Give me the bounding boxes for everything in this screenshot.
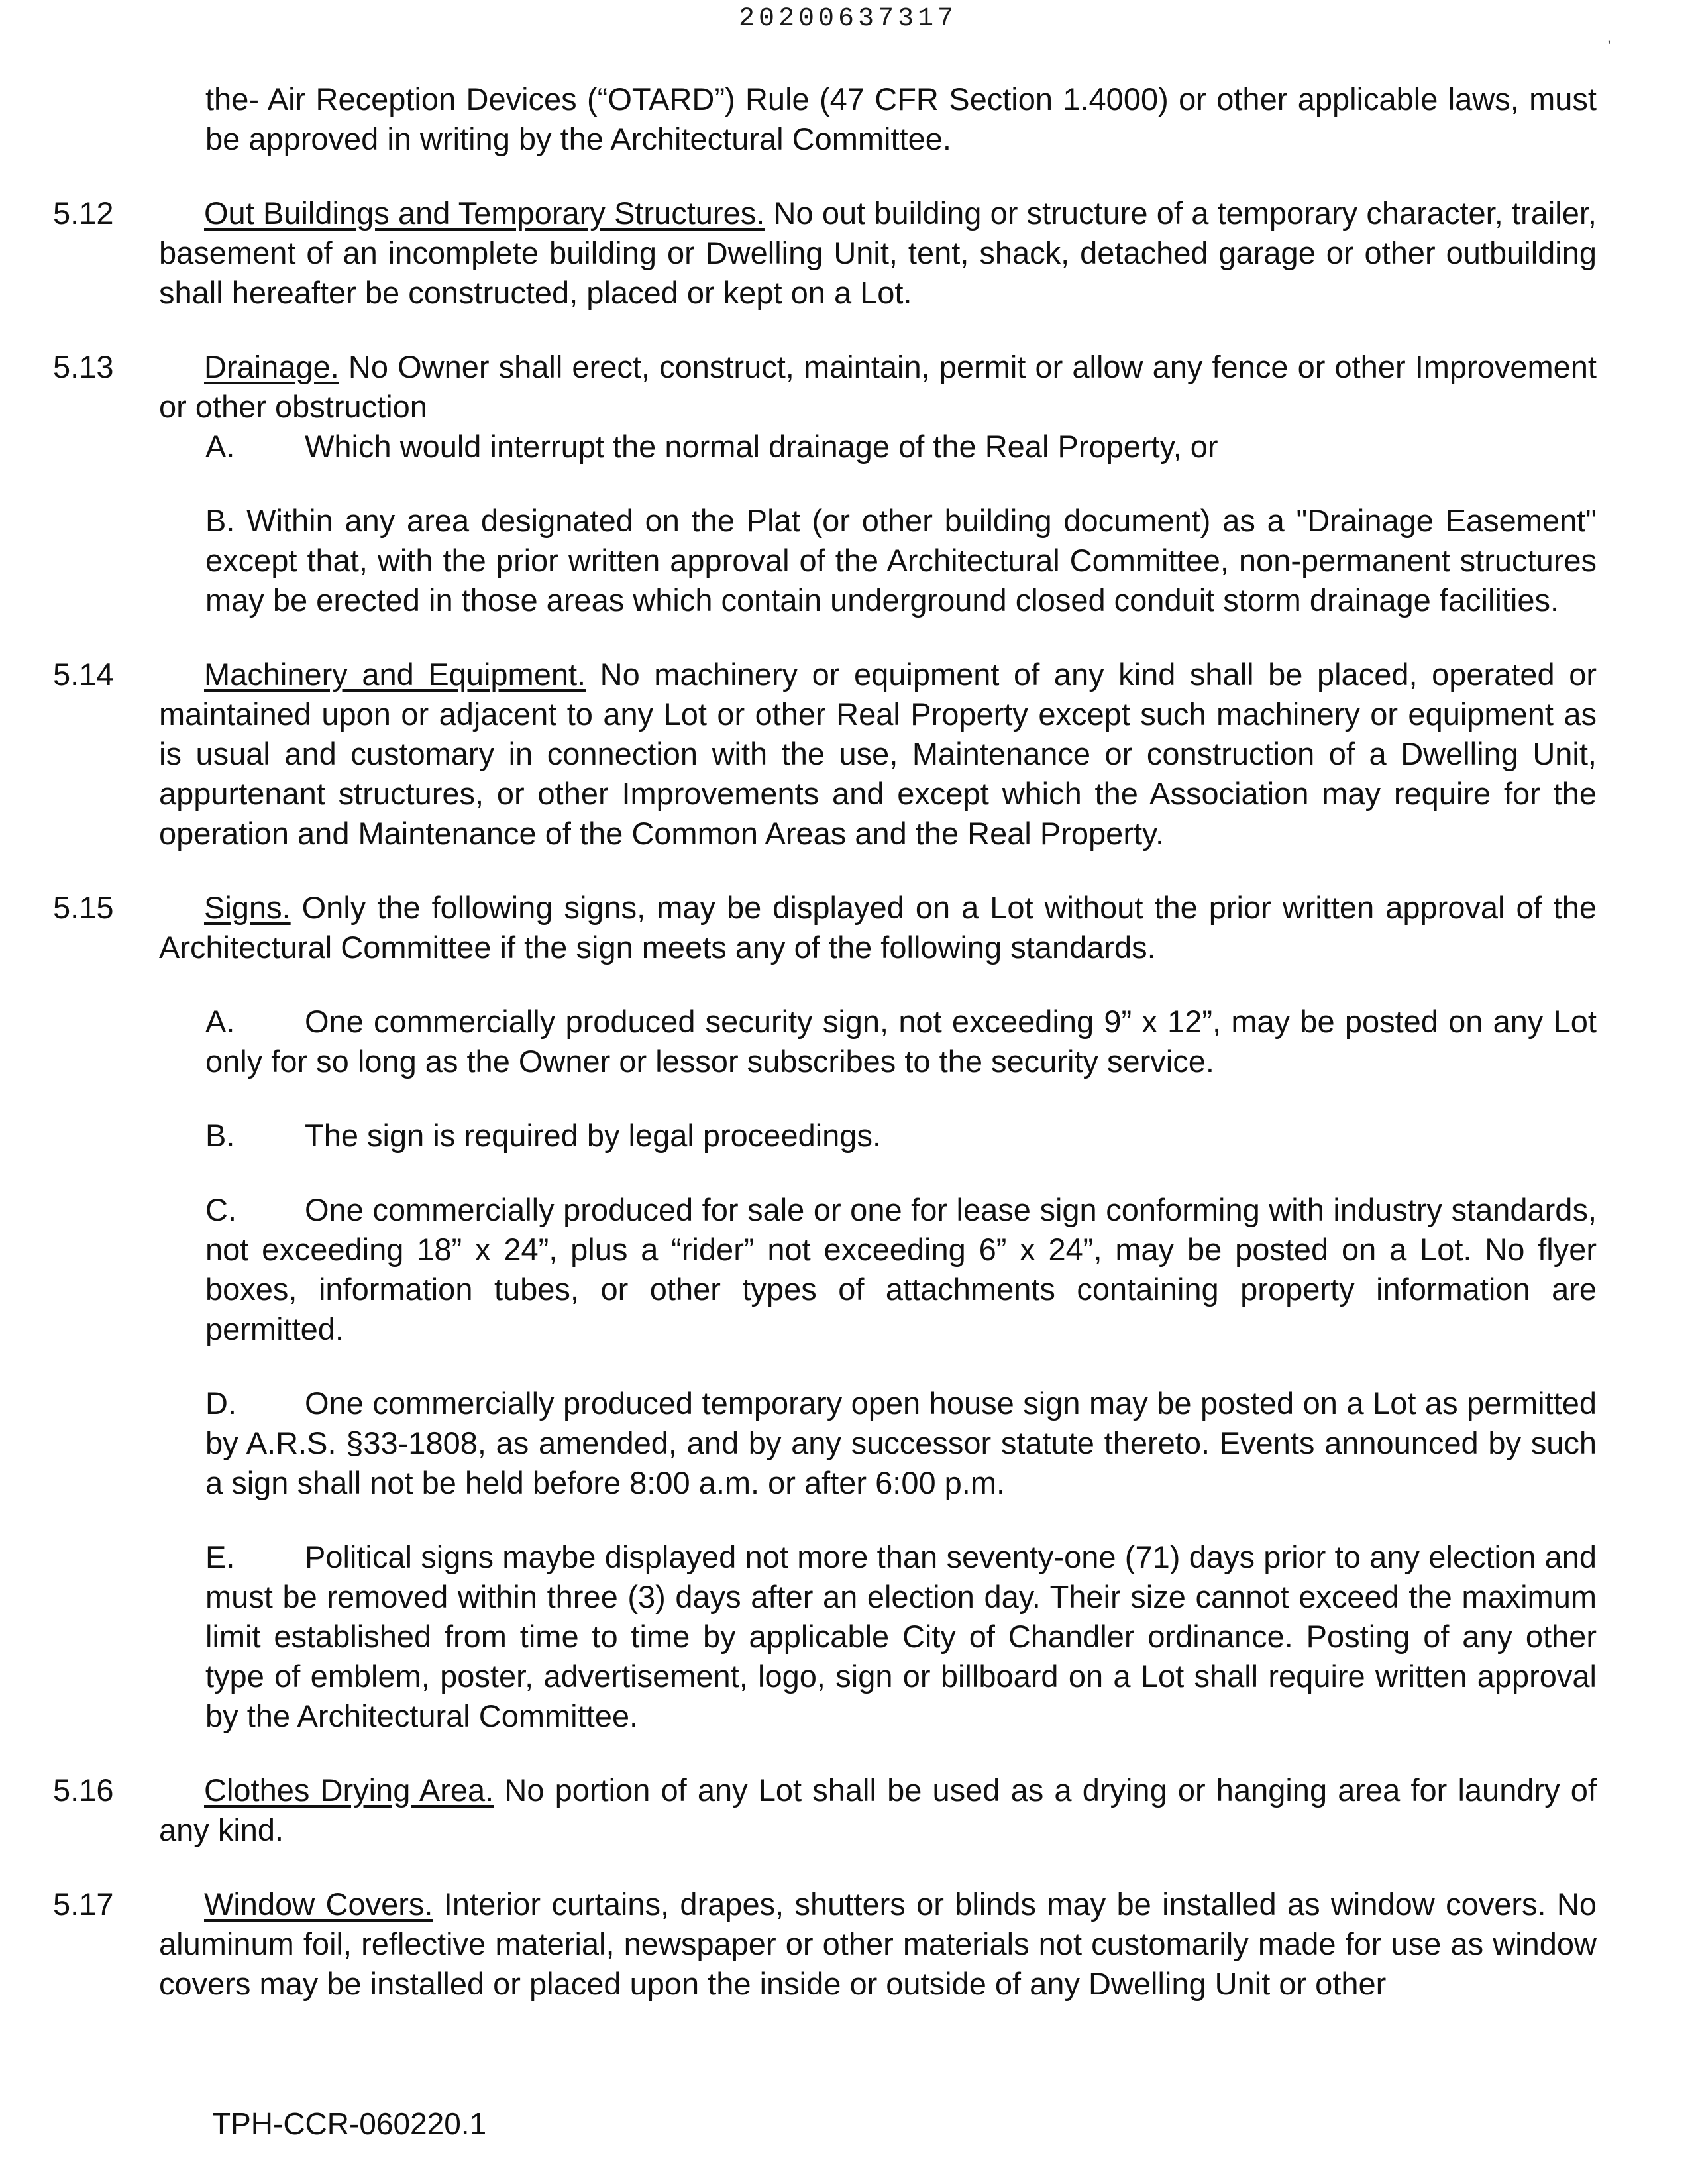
section-title: Out Buildings and Temporary Structures.	[204, 195, 765, 231]
section-5-14	[53, 655, 1597, 853]
document-id-footer: TPH-CCR-060220.1	[212, 2106, 487, 2141]
list-item	[106, 1116, 1597, 1156]
list-item	[106, 1384, 1597, 1503]
section-5-16	[53, 1771, 1597, 1850]
section-text: No machinery or equipment of any kind shall be placed, operated or maintained upon or adjacent to any Lot or other Real Property except such machinery or equipment as is usual and customary in connection with the use, Maintenance or construction of a Dwelling Unit, appurtenant structures, or other Improvements and except which the Association may require for the operation and Maintenance of the Common Areas and the Real Property.	[159, 657, 1597, 851]
section-5-12	[53, 193, 1597, 313]
section-number: 5.15	[53, 890, 114, 925]
section-text: No portion of any Lot shall be used as a drying or hanging area for laundry of any kind.	[159, 1773, 1597, 1847]
item-text: One commercially produced for sale or one for lease sign conforming with industry standards, not exceeding 18” x 24”, plus a “rider” not exceeding 6” x 24”, may be posted on a Lot. No flyer boxes, information tubes, or other types of attachments containing property information are permitted.	[205, 1192, 1597, 1346]
document-body	[53, 80, 1597, 2004]
item-letter: B.	[205, 1118, 235, 1153]
section-text: Only the following signs, may be displayed on a Lot without the prior written approval of the Architectural Committee if the sign meets any of the following standards.	[159, 890, 1597, 965]
list-item	[106, 427, 1597, 466]
list-item	[106, 1190, 1597, 1349]
section-text: Interior curtains, drapes, shutters or blinds may be installed as window covers. No aluminum foil, reflective material, newspaper or other materials not customarily made for use as window covers may be installed or placed upon the inside or outside of any Dwelling Unit or other	[159, 1886, 1597, 2001]
section-title: Drainage.	[204, 349, 339, 384]
scan-mark: ,	[1607, 29, 1611, 46]
section-text: No out building or structure of a temporary character, trailer, basement of an incomplete building or Dwelling Unit, tent, shack, detached garage or other outbuilding shall hereafter be constructed, placed or kept on a Lot.	[159, 195, 1597, 310]
section-5-13	[53, 347, 1597, 620]
item-letter: C.	[205, 1192, 237, 1227]
section-title: Window Covers.	[204, 1886, 433, 1922]
section-number: 5.16	[53, 1773, 114, 1808]
item-letter: E.	[205, 1539, 235, 1574]
item-text: The sign is required by legal proceedings.	[305, 1118, 882, 1153]
item-text: Political signs maybe displayed not more than seventy-one (71) days prior to any election and must be removed within three (3) days after an election day. Their size cannot exceed the maximum limit established from time to time by applicable City of Chandler ordinance. Posting of any other type of emblem, poster, advertisement, logo, sign or billboard on a Lot shall require written approval by the Architectural Committee.	[205, 1539, 1597, 1733]
item-letter: A.	[205, 429, 235, 464]
item-text: One commercially produced temporary open house sign may be posted on a Lot as permitted by A.R.S. §33-1808, as amended, and by any successor statute thereto. Events announced by such a sign shall not be held before 8:00 a.m. or after 6:00 p.m.	[205, 1386, 1597, 1500]
list-item	[106, 1002, 1597, 1081]
section-title: Clothes Drying Area.	[204, 1773, 494, 1808]
item-text: Which would interrupt the normal drainage of the Real Property, or	[305, 429, 1218, 464]
item-text: One commercially produced security sign, not exceeding 9” x 12”, may be posted on any Lot only for so long as the Owner or lessor subscribes to the security service.	[205, 1004, 1597, 1079]
section-number: 5.14	[53, 657, 114, 692]
continuation-paragraph: the- Air Reception Devices (“OTARD”) Rule (47 CFR Section 1.4000) or other applicable laws, must be approved in writing by the Architectural Committee.	[205, 82, 1597, 156]
section-5-17	[53, 1884, 1597, 2004]
section-title: Signs.	[204, 890, 291, 925]
item-letter: A.	[205, 1004, 235, 1039]
list-item	[106, 501, 1597, 620]
recording-number: 20200637317	[738, 4, 958, 34]
section-number: 5.12	[53, 195, 114, 231]
list-item	[106, 1537, 1597, 1736]
item-text: B. Within any area designated on the Plat (or other building document) as a "Drainage Easement" except that, with the prior written approval of the Architectural Committee, non-permanent structures may be erected in those areas which contain underground closed conduit storm drainage facilities.	[205, 503, 1597, 618]
section-number: 5.17	[53, 1886, 114, 1922]
item-letter: D.	[205, 1386, 237, 1421]
section-5-15	[53, 888, 1597, 1736]
section-title: Machinery and Equipment.	[204, 657, 586, 692]
section-text: No Owner shall erect, construct, maintain, permit or allow any fence or other Improvement or other obstruction	[159, 349, 1597, 424]
section-number: 5.13	[53, 349, 114, 384]
